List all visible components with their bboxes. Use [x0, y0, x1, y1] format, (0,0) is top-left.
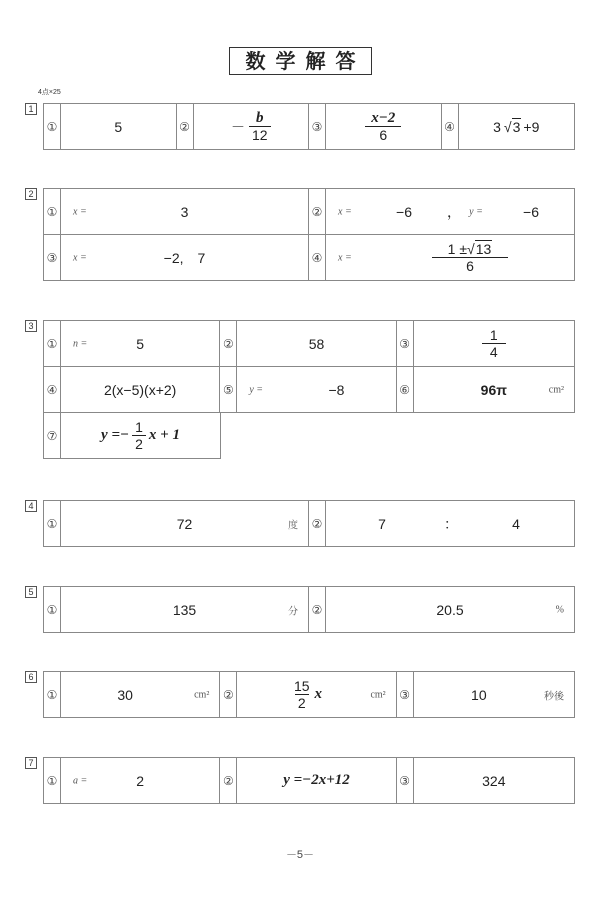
answer-3-4: ④ 2(x−5)(x+2) [44, 367, 220, 412]
answer-row-1 [43, 103, 575, 150]
question-number-2: 2 [25, 188, 37, 200]
answer-3-6: ⑥ 96π cm² [397, 367, 574, 412]
answer-3-3: ③ $\frac{1}{4}$ [397, 321, 574, 366]
answer-row-6 [43, 671, 575, 718]
answer-2-3: ③ x = −2, 7 [44, 235, 309, 280]
answer-3-5: ⑤ y = −8 [220, 367, 396, 412]
answer-4-2: ② 7 ： 4 [309, 501, 574, 546]
answer-3-7: ⑦ y =− $\frac{1}{2}$ x + 1 [44, 413, 220, 458]
answer-7-2: ② y =−2x+12 [220, 758, 396, 803]
answer-1-4: ④ 3 √ 3 +9 [442, 104, 575, 149]
question-number-7: 7 [25, 757, 37, 769]
answer-1-3: ③ $\frac{x-2}{6}$ [309, 104, 442, 149]
fraction: $\frac{1}{4}$ [482, 327, 506, 360]
answer-1-2: ② － $\frac{b}{12}$ [177, 104, 310, 149]
answer-6-2: ② $\frac{15}{2}$ x cm² [220, 672, 396, 717]
answer-row-7 [43, 757, 575, 804]
answer-6-3: ③ 10 秒後 [397, 672, 574, 717]
page-number: －5－ [285, 849, 315, 861]
page-title: 数学解答 [229, 47, 372, 75]
question-number-6: 6 [25, 671, 37, 683]
answer-1-1: ① 5 [44, 104, 177, 149]
answer-6-1: ① 30 cm² [44, 672, 220, 717]
answer-row-2a [43, 188, 575, 235]
answer-3-1: ① n = 5 [44, 321, 220, 366]
answer-row-3c [43, 412, 221, 459]
answer-2-1: ① x = 3 [44, 189, 309, 234]
answer-row-5 [43, 586, 575, 633]
sqrt-icon: √ [503, 118, 512, 135]
answer-7-3: ③ 324 [397, 758, 574, 803]
answer-4-1: ① 72 度 [44, 501, 309, 546]
answer-3-2: ② 58 [220, 321, 396, 366]
fraction: $\frac{15}{2}$ [293, 678, 310, 711]
answer-5-1: ① 135 分 [44, 587, 309, 632]
answer-7-1: ① a = 2 [44, 758, 220, 803]
question-number-1: 1 [25, 103, 37, 115]
scoring-note: 4点×25 [38, 89, 61, 96]
answer-5-2: ② 20.5 % [309, 587, 574, 632]
fraction: $\frac{1}{2}$ [132, 419, 146, 452]
answer-row-3a [43, 320, 575, 367]
fraction: $\frac{1 \pm√13}{6}$ [432, 241, 508, 274]
answer-row-2b [43, 234, 575, 281]
answer-row-3b [43, 366, 575, 413]
question-number-4: 4 [25, 500, 37, 512]
answer-2-4: ④ x = $\frac{1 \pm√13}{6}$ [309, 235, 574, 280]
sqrt-icon: √ [467, 241, 475, 257]
answer-2-2: ② x = −6 ， y = −6 [309, 189, 574, 234]
fraction: $\frac{b}{12}$ [249, 110, 271, 143]
answer-row-4 [43, 500, 575, 547]
fraction: $\frac{x-2}{6}$ [365, 110, 401, 143]
question-number-3: 3 [25, 320, 37, 332]
question-number-5: 5 [25, 586, 37, 598]
